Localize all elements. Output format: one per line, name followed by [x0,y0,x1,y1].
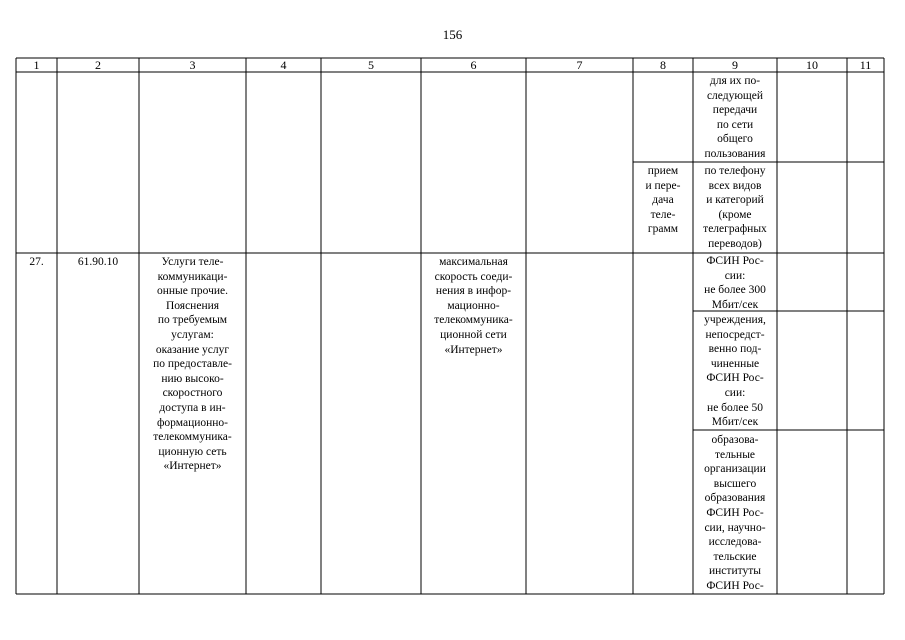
col-header-4: 4 [280,58,287,72]
col-header-11: 11 [859,58,872,72]
row-27-value-fsin: ФСИН Рос- сии: не более 300 Мбит/сек [704,255,766,311]
col-header-6: 6 [470,58,477,72]
col-header-7: 7 [576,58,583,72]
col-header-1: 1 [33,58,40,72]
row-27-value-subordinate: учреждения, непосредст- венно под- чиненные ФСИН Рос- сии: не более 50 Мбит/сек [704,314,766,429]
cell-col9-telephone: по телефону всех видов и категорий (кроме телеграфных переводов) [703,165,767,250]
col-header-2: 2 [95,58,101,72]
row-27-characteristic: максимальная скорость соеди- нения в инфор- мационно- телекоммуника- ционной сети «Интернет» [434,256,513,356]
page-number: 156 [442,27,463,42]
col-header-10: 10 [806,58,818,72]
cell-col9-continued: для их по- следующей передачи по сети общего пользования [704,75,766,160]
col-header-8: 8 [660,58,666,72]
col-header-9: 9 [732,58,738,72]
row-27-code: 61.90.10 [77,256,119,268]
row-27-value-education: образова- тельные организации высшего образования ФСИН Рос- сии, научно- исследова- тельские институты ФСИН Рос- [704,434,766,592]
row-27-service-description: Услуги теле- коммуникаци- онные прочие. Пояснения по требуемым услугам: оказание услуг по предоставле- нию высоко- скоростного доступа в ин- формационно- телекоммуника- ционную сеть «Интернет» [153,256,232,473]
col-header-3: 3 [189,58,196,72]
col-header-5: 5 [368,58,374,72]
cell-col8-telegrams: прием и пере- дача теле- грамм [645,165,681,236]
row-27-number: 27. [29,256,44,268]
